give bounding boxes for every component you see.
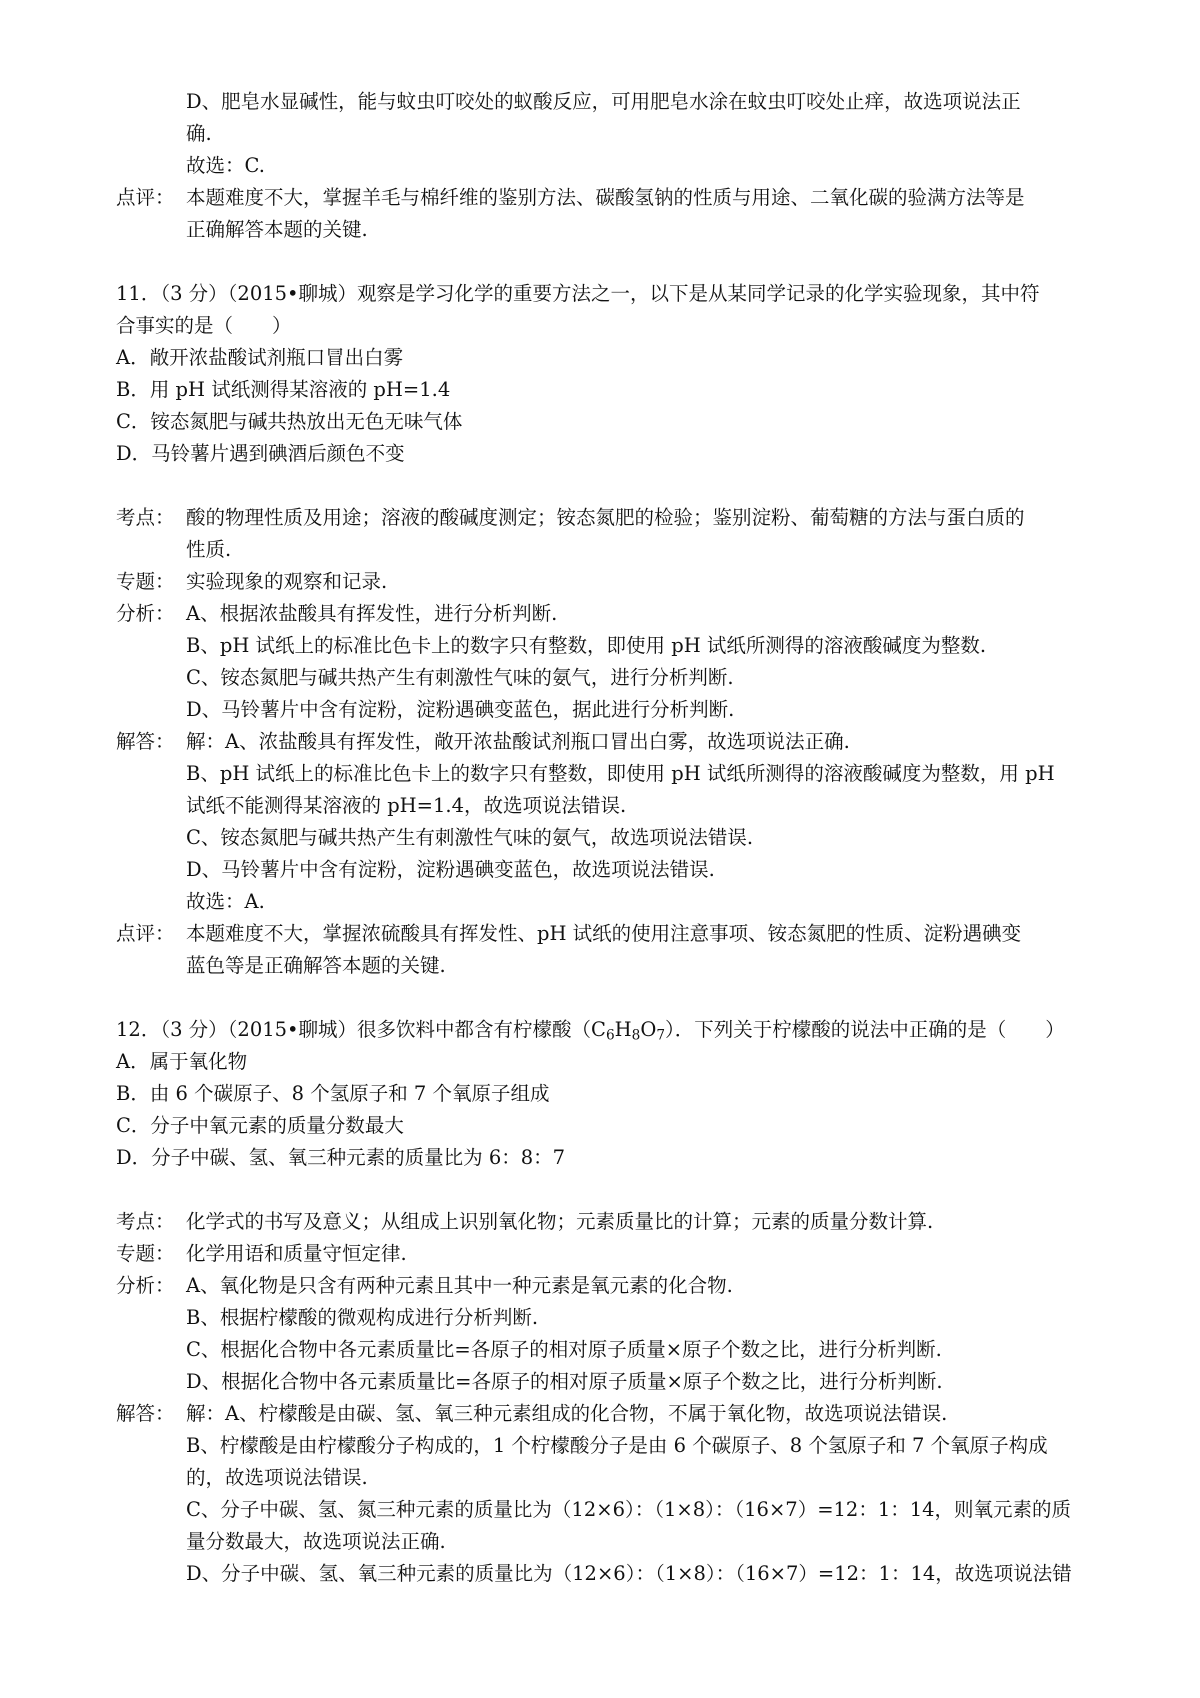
q11-jieda-line-b1: B、pH 试纸上的标准比色卡上的数字只有整数，即使用 pH 试纸所测得的溶液酸碱度为整数，用 pH bbox=[186, 762, 1055, 785]
q12-fenxi-line-c: C、根据化合物中各元素质量比=各原子的相对原子质量×原子个数之比，进行分析判断. bbox=[186, 1338, 942, 1361]
q10-option-d-analysis-line1: D、肥皂水显碱性，能与蚊虫叮咬处的蚁酸反应，可用肥皂水涂在蚊虫叮咬处止痒，故选项说法正 bbox=[186, 90, 1021, 113]
kaodian-line1: 酸的物理性质及用途；溶液的酸碱度测定；铵态氮肥的检验；鉴别淀粉、葡萄糖的方法与蛋白质的 bbox=[186, 506, 1025, 529]
comment-line1: 本题难度不大，掌握羊毛与棉纤维的鉴别方法、碳酸氢钠的性质与用途、二氧化碳的验满方法等是 bbox=[186, 186, 1025, 209]
zhuanti-text: 实验现象的观察和记录. bbox=[186, 570, 388, 593]
formula-o: O bbox=[640, 1018, 657, 1041]
q12-jieda-line-c2: 量分数最大，故选项说法正确. bbox=[186, 1530, 446, 1553]
q11-option-a: A．敞开浓盐酸试剂瓶口冒出白雾 bbox=[116, 346, 404, 369]
kaodian-tag: 考点： bbox=[116, 1210, 175, 1233]
q12-jieda-line-b2: 的，故选项说法错误. bbox=[186, 1466, 368, 1489]
kaodian-text: 化学式的书写及意义；从组成上识别氧化物；元素质量比的计算；元素的质量分数计算. bbox=[186, 1210, 934, 1233]
fenxi-tag: 分析： bbox=[116, 1274, 175, 1297]
q11-option-b: B．用 pH 试纸测得某溶液的 pH=1.4 bbox=[116, 378, 451, 401]
q12-stem-prefix: 12．（3 分）（2015•聊城）很多饮料中都含有柠檬酸（C bbox=[116, 1018, 606, 1041]
fenxi-line-a: A、根据浓盐酸具有挥发性，进行分析判断. bbox=[186, 602, 558, 625]
zhuanti-text: 化学用语和质量守恒定律. bbox=[186, 1242, 407, 1265]
formula-o-subscript: 7 bbox=[656, 1027, 666, 1044]
q11-option-c: C．铵态氮肥与碱共热放出无色无味气体 bbox=[116, 410, 463, 433]
dianping-line1: 本题难度不大，掌握浓硫酸具有挥发性、pH 试纸的使用注意事项、铵态氮肥的性质、淀粉遇碘变 bbox=[186, 922, 1022, 945]
q11-stem-line2: 合事实的是（ ） bbox=[116, 314, 292, 337]
jieda-tag: 解答： bbox=[116, 730, 175, 753]
jieda-line-a: 解：A、浓盐酸具有挥发性，敞开浓盐酸试剂瓶口冒出白雾，故选项说法正确. bbox=[186, 730, 850, 753]
q11-dianping-line2: 蓝色等是正确解答本题的关键. bbox=[186, 954, 446, 977]
q11-stem-line1: 11．（3 分）（2015•聊城）观察是学习化学的重要方法之一，以下是从某同学记录的化学实验现象，其中符 bbox=[116, 282, 1040, 305]
comment-tag: 点评： bbox=[116, 186, 175, 209]
q12-option-d: D．分子中碳、氢、氧三种元素的质量比为 6：8：7 bbox=[116, 1146, 566, 1169]
zhuanti-tag: 专题： bbox=[116, 570, 175, 593]
fenxi-tag: 分析： bbox=[116, 602, 175, 625]
q11-jieda-line-b2: 试纸不能测得某溶液的 pH=1.4，故选项说法错误. bbox=[186, 794, 627, 817]
jieda-tag: 解答： bbox=[116, 1402, 175, 1425]
formula-c-subscript: 6 bbox=[605, 1027, 615, 1044]
q12-stem bbox=[116, 1014, 1088, 1046]
q12-jieda-line-b1: B、柠檬酸是由柠檬酸分子构成的，1 个柠檬酸分子是由 6 个碳原子、8 个氢原子和 7 个氧原子构成 bbox=[186, 1434, 1048, 1457]
q12-stem-suffix: ）．下列关于柠檬酸的说法中正确的是（ ） bbox=[665, 1018, 1065, 1041]
q12-option-a: A．属于氧化物 bbox=[116, 1050, 248, 1073]
q10-comment-line2: 正确解答本题的关键. bbox=[186, 218, 368, 241]
fenxi-line-a: A、氧化物是只含有两种元素且其中一种元素是氧元素的化合物. bbox=[186, 1274, 733, 1297]
q11-fenxi-line-b: B、pH 试纸上的标准比色卡上的数字只有整数，即使用 pH 试纸所测得的溶液酸碱度为整数. bbox=[186, 634, 987, 657]
q11-fenxi-line-d: D、马铃薯片中含有淀粉，淀粉遇碘变蓝色，据此进行分析判断. bbox=[186, 698, 735, 721]
q12-option-b: B．由 6 个碳原子、8 个氢原子和 7 个氧原子组成 bbox=[116, 1082, 550, 1105]
jieda-line-a: 解：A、柠檬酸是由碳、氢、氧三种元素组成的化合物，不属于氧化物，故选项说法错误. bbox=[186, 1402, 948, 1425]
formula-h: H bbox=[614, 1018, 632, 1041]
q12-jieda-line-d: D、分子中碳、氢、氧三种元素的质量比为（12×6）：（1×8）：（16×7）=12：1：14，故选项说法错 bbox=[186, 1562, 1072, 1585]
q11-answer: 故选：A. bbox=[186, 890, 265, 913]
q12-fenxi-line-d: D、根据化合物中各元素质量比=各原子的相对原子质量×原子个数之比，进行分析判断. bbox=[186, 1370, 943, 1393]
q10-answer: 故选：C. bbox=[186, 154, 265, 177]
q11-jieda-line-d: D、马铃薯片中含有淀粉，淀粉遇碘变蓝色，故选项说法错误. bbox=[186, 858, 715, 881]
q11-option-d: D．马铃薯片遇到碘酒后颜色不变 bbox=[116, 442, 405, 465]
q10-option-d-analysis-line2: 确. bbox=[186, 122, 212, 145]
q12-jieda-line-c1: C、分子中碳、氢、氮三种元素的质量比为（12×6）：（1×8）：（16×7）=12：1：14，则氧元素的质 bbox=[186, 1498, 1072, 1521]
q11-jieda-line-c: C、铵态氮肥与碱共热产生有刺激性气味的氨气，故选项说法错误. bbox=[186, 826, 754, 849]
kaodian-tag: 考点： bbox=[116, 506, 175, 529]
dianping-tag: 点评： bbox=[116, 922, 175, 945]
formula-h-subscript: 8 bbox=[631, 1027, 641, 1044]
zhuanti-tag: 专题： bbox=[116, 1242, 175, 1265]
q12-option-c: C．分子中氧元素的质量分数最大 bbox=[116, 1114, 404, 1137]
q11-fenxi-line-c: C、铵态氮肥与碱共热产生有刺激性气味的氨气，进行分析判断. bbox=[186, 666, 734, 689]
q12-fenxi-line-b: B、根据柠檬酸的微观构成进行分析判断. bbox=[186, 1306, 539, 1329]
q11-kaodian-line2: 性质. bbox=[186, 538, 232, 561]
